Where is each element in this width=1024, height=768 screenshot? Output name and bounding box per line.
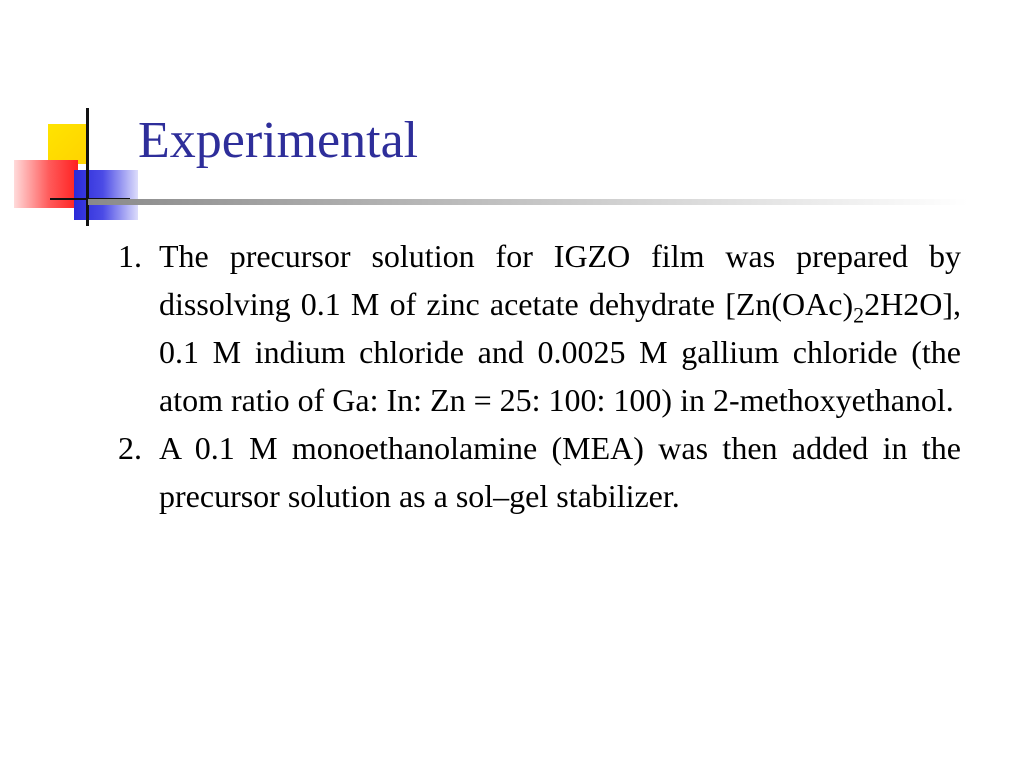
logo-red-square — [14, 160, 78, 208]
slide-title: Experimental — [138, 112, 419, 169]
list-item-text: A 0.1 M monoethanolamine (MEA) was then added in the precursor solution as a sol–gel stabilizer. — [159, 430, 961, 514]
logo-vertical-line — [86, 108, 89, 226]
title-underline-rule — [88, 199, 968, 205]
list-item-number: 2. — [118, 430, 142, 466]
list-item-text: The precursor solution for IGZO film was prepared by dissolving 0.1 M of zinc acetate dehydrate $[Zn(OAc)_22H2O]$, 0.1 M indium chloride and 0.0025 M gallium chloride (the atom ratio of Ga: In: Zn = 25: 100: 100) in 2-methoxyethanol. — [159, 238, 961, 418]
bullet-list — [118, 232, 961, 520]
logo-blue-square — [74, 170, 138, 220]
logo-yellow-square — [48, 124, 88, 164]
list-item-number: 1. — [118, 238, 142, 274]
subscript: 2 — [853, 302, 865, 328]
list-item-1 — [118, 232, 961, 424]
list-item-2 — [118, 424, 961, 520]
